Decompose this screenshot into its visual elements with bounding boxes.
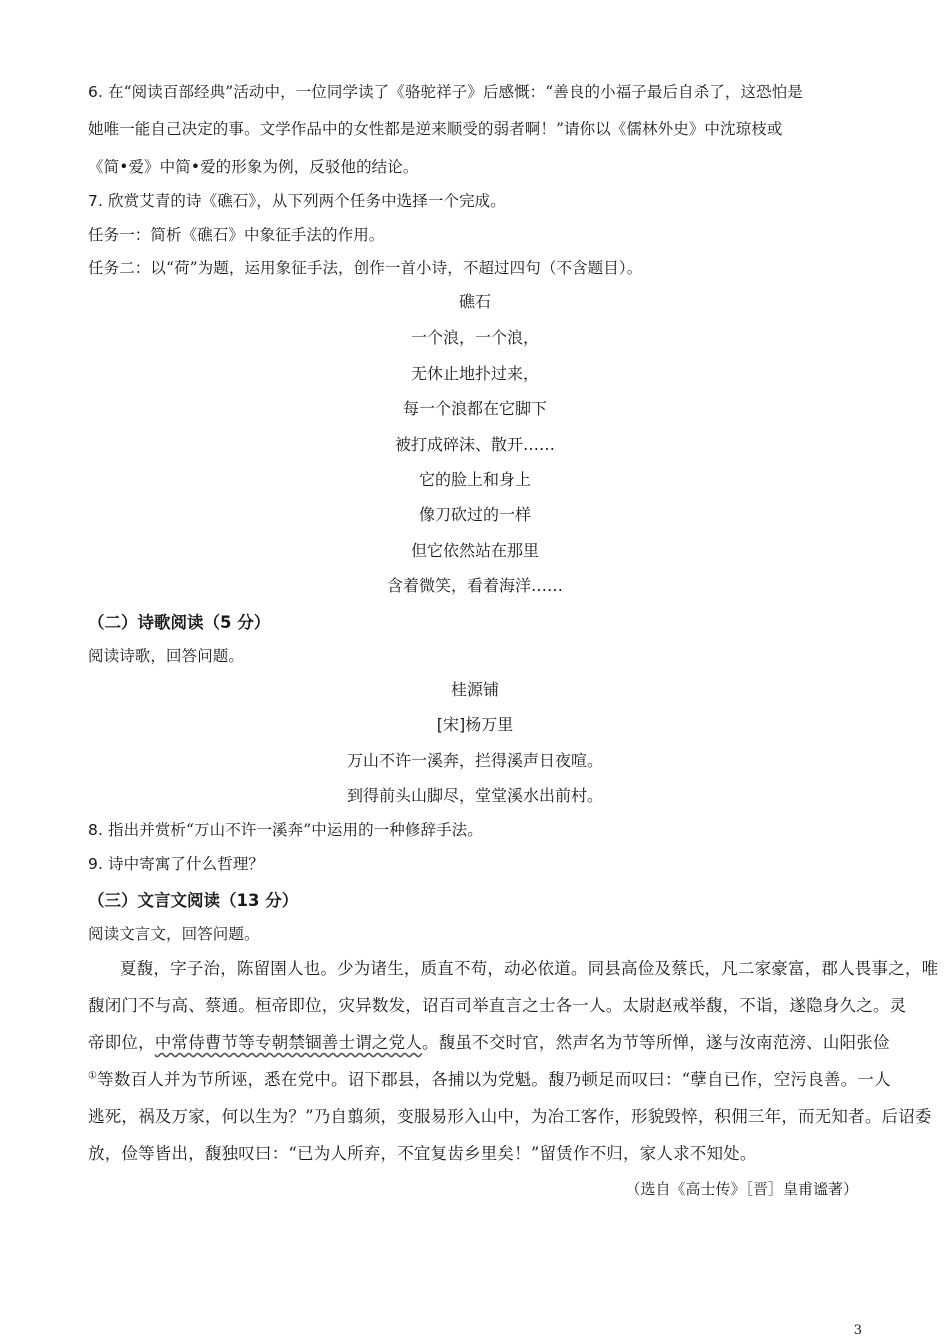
poem-1-line: 但它依然站在那里 [410,541,539,560]
poem-1-line: 一个浪，一个浪， [410,328,539,347]
passage-line: 放，俭等皆出，馥独叹曰：“已为人所弃，不宜复齿乡里矣！”留赁作不归，家人求不知处。 [88,1144,757,1163]
question-7-task-1: 任务一：简析《礁石》中象征手法的作用。 [88,226,385,244]
question-6-line-3: 《简•爱》中简•爱的形象为例，反驳他的结论。 [88,158,419,176]
poem-1-line: 被打成碎沫、散开…… [394,435,555,454]
passage-text: 帝即位， [88,1033,155,1052]
question-9-text: 诗中寄寓了什么哲理？ [108,855,265,873]
question-7-line-1 [88,189,864,211]
question-8-text: 指出并赏析“万山不许一溪奔”中运用的一种修辞手法。 [108,821,483,839]
poem-1-line: 含着微笑，看着海洋…… [386,576,563,595]
passage-text: 等数百人并为节所诬，悉在党中。诏下郡县，各捕以为党魁。馥乃顿足而叹曰：“孽自已作，空污良善。一人 [97,1070,891,1089]
question-7-text: 欣赏艾青的诗《礁石》，从下列两个任务中选择一个完成。 [108,192,506,210]
question-6-line-1 [88,80,864,102]
poem-1-line: 每一个浪都在它脚下 [402,399,547,418]
wavy-underlined-sentence: 中常侍曹节等专朝禁锢善士谓之党人 [154,1033,423,1052]
section-3-heading: （三）文言文阅读（13 分） [88,891,299,910]
passage-text: 。馥虽不交时官，然声名为节等所惮，遂与汝南范滂、山阳张俭 [422,1033,890,1052]
question-6-number: 6. [88,83,103,101]
passage-line: 夏馥，字子治，陈留圉人也。少为诸生，质直不苟，动必依道。同县高俭及蔡氏，凡二家豪富，郡人畏事之，唯 [120,959,939,978]
question-6-text-1: 在“阅读百部经典”活动中，一位同学读了《骆驼祥子》后感慨：“善良的小福子最后自杀了，这恐怕是 [108,83,803,101]
passage-source: （选自《高士传》［晋］皇甫谧著） [625,1180,858,1198]
passage-line [88,1029,890,1053]
passage-line [88,1066,891,1090]
passage-line: 馥闭门不与高、蔡通。桓帝即位，灾异数发，诏百司举直言之士各一人。太尉赵戒举馥，不诣，遂隐身久之。灵 [88,996,907,1015]
poem-1-line: 像刀砍过的一样 [418,505,531,524]
section-3-intro: 阅读文言文，回答问题。 [88,925,260,943]
poem-1-title: 礁石 [458,292,491,311]
poem-1-line: 无休止地扑过来， [410,364,539,383]
question-9 [88,852,864,874]
question-7-task-2: 任务二：以“荷”为题，运用象征手法，创作一首小诗，不超过四句（不含题目）。 [88,259,643,277]
question-6-line-2: 她唯一能自己决定的事。文学作品中的女性都是逆来顺受的弱者啊！”请你以《儒林外史》中沈琼枝或 [88,120,783,138]
question-8-number: 8. [88,821,103,839]
question-8 [88,818,864,840]
section-2-intro: 阅读诗歌，回答问题。 [88,647,245,665]
poem-2-author: [宋]杨万里 [436,715,514,734]
footnote-marker: ① [88,1070,98,1082]
poem-2-title: 桂源铺 [450,680,499,699]
question-9-number: 9. [88,855,103,873]
poem-2-line: 到得前头山脚尽，堂堂溪水出前村。 [346,786,603,805]
question-7-number: 7. [88,192,103,210]
poem-2-line: 万山不许一溪奔，拦得溪声日夜喧。 [346,751,603,770]
passage-line: 逃死，祸及万家，何以生为？”乃自翦须，变服易形入山中，为冶工客作，形貌毁悴，积佣三年，而无知者。后诏委 [88,1107,932,1126]
poem-1-line: 它的脸上和身上 [418,470,531,489]
page-number: 3 [853,1323,862,1338]
section-2-heading: （二）诗歌阅读（5 分） [88,613,271,632]
